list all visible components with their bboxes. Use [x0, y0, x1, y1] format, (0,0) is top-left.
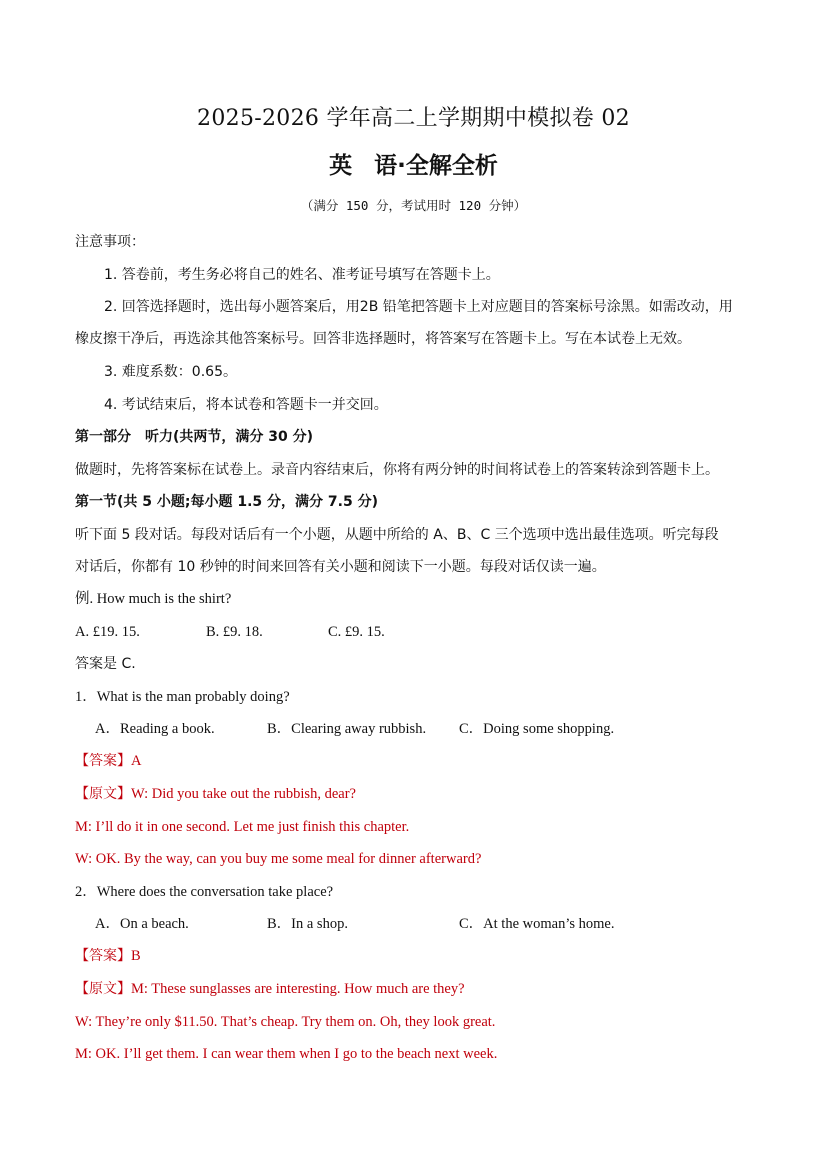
question-2-transcript-1	[75, 980, 465, 998]
section1-heading: 第一节(共 5 小题;每小题 1.5 分，满分 7.5 分)	[75, 494, 378, 510]
page-title: 2025-2026 学年高二上学期期中模拟卷 02	[197, 106, 630, 131]
transcript-tag: 【原文】	[75, 786, 131, 802]
subtitle-label: 语·全解全析	[374, 153, 498, 179]
notice-item-4: 4. 考试结束后，将本试卷和答题卡一并交回。	[104, 397, 388, 413]
question-1-option-c: C．Doing some shopping.	[459, 721, 615, 737]
section1-line-2: 对话后，你都有 10 秒钟的时间来回答有关小题和阅读下一小题。每段对话仅读一遍。	[75, 559, 606, 575]
question-2-option-a: A．On a beach.	[95, 916, 189, 932]
question-1-stem: 1．What is the man probably doing?	[75, 689, 290, 705]
section1-line-1: 听下面 5 段对话。每段对话后有一个小题，从题中所给的 A、B、C 三个选项中选出最佳选项。听完每段	[75, 527, 719, 543]
example-option-b: B. £9. 18.	[206, 624, 263, 640]
question-1-option-a: A．Reading a book.	[95, 721, 215, 737]
answer-value: A	[131, 753, 142, 769]
answer-tag: 【答案】	[75, 948, 131, 964]
part1-heading: 第一部分 听力(共两节，满分 30 分)	[75, 429, 314, 445]
answer-tag: 【答案】	[75, 753, 131, 769]
example-option-c: C. £9. 15.	[328, 624, 385, 640]
question-1-transcript-2: M: I’ll do it in one second. Let me just finish this chapter.	[75, 819, 410, 835]
question-2-transcript-3: M: OK. I’ll get them. I can wear them when I go to the beach next week.	[75, 1046, 498, 1062]
example-option-a: A. £19. 15.	[75, 624, 140, 640]
transcript-tag: 【原文】	[75, 981, 131, 997]
question-1-transcript-1	[75, 785, 356, 803]
question-2-option-c: C．At the woman’s home.	[459, 916, 615, 932]
notice-heading: 注意事项：	[75, 234, 145, 250]
example-answer: 答案是 C.	[75, 656, 136, 672]
notice-item-3: 3. 难度系数：0.65。	[104, 364, 237, 380]
question-1-answer	[75, 752, 141, 770]
example-question: 例. How much is the shirt?	[75, 591, 232, 607]
question-2-option-b: B．In a shop.	[267, 916, 348, 932]
question-2-stem: 2．Where does the conversation take place?	[75, 884, 334, 900]
transcript-text: W: Did you take out the rubbish, dear?	[131, 786, 356, 802]
subtitle-subject: 英	[329, 153, 353, 179]
page-subtitle	[0, 147, 827, 180]
part1-instruction: 做题时，先将答案标在试卷上。录音内容结束后，你将有两分钟的时间将试卷上的答案转涂到答题卡上。	[75, 462, 719, 478]
question-1-transcript-3: W: OK. By the way, can you buy me some meal for dinner afterward?	[75, 851, 482, 867]
question-2-transcript-2: W: They’re only $11.50. That’s cheap. Try them on. Oh, they look great.	[75, 1014, 496, 1030]
question-2-answer	[75, 947, 141, 965]
answer-value: B	[131, 948, 141, 964]
notice-item-2-line-1: 2. 回答选择题时，选出每小题答案后，用2B 铅笔把答题卡上对应题目的答案标号涂黑。如需改动，用	[104, 299, 733, 315]
transcript-text: M: These sunglasses are interesting. How much are they?	[131, 981, 465, 997]
notice-item-2-line-2: 橡皮擦干净后，再选涂其他答案标号。回答非选择题时，将答案写在答题卡上。写在本试卷上无效。	[75, 331, 691, 347]
exam-meta: （满分 150 分，考试用时 120 分钟）	[300, 198, 527, 213]
question-1-option-b: B．Clearing away rubbish.	[267, 721, 427, 737]
notice-item-1: 1. 答卷前，考生务必将自己的姓名、准考证号填写在答题卡上。	[104, 267, 500, 283]
